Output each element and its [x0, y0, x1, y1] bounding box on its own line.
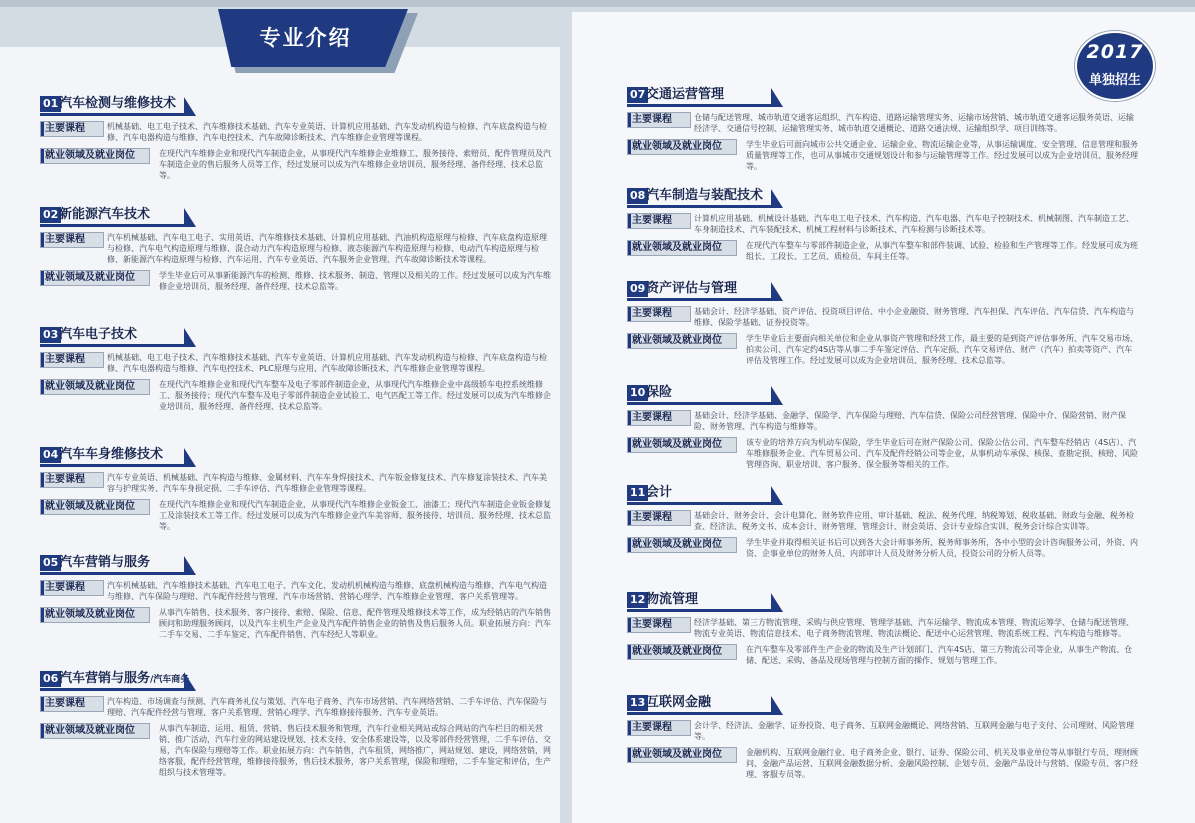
section-underline — [40, 344, 188, 347]
career-row — [40, 723, 552, 778]
career-tag: 就业领域及就业岗位 — [627, 139, 737, 155]
main-course-tag: 主要课程 — [627, 617, 691, 633]
section-12 — [627, 590, 1139, 666]
career-row — [627, 139, 1139, 172]
main-course-tag: 主要课程 — [40, 472, 104, 488]
section-07 — [627, 85, 1139, 172]
badge-year: 2017 — [1086, 41, 1144, 63]
section-number: 09 — [627, 281, 648, 297]
main-course-row — [40, 696, 552, 718]
section-header — [627, 590, 1139, 612]
badge-label: 单独招生 — [1088, 73, 1141, 88]
main-course-tag: 主要课程 — [627, 213, 691, 229]
section-09 — [627, 279, 1139, 366]
section-underline — [627, 205, 775, 208]
career-text: 该专业的培养方向为机动车保险，学生毕业后可在财产保险公司、保险公估公司、汽车整车经销店（4S店）、汽车维修服务企业、汽车贸易公司、汽车及配件经销公司等企业，从事机动车承保、核保、查勘定损、核赔、风险管理咨询、职业培训、客户服务、保全服务等相关的工作。 — [746, 438, 1138, 469]
section-08 — [627, 186, 1139, 262]
career-text: 从事汽车销售、技术服务、客户接待、索赔、保险、信息、配件管理及维修技术等工作，成为经销店的汽车销售顾问和助理服务顾问，以及汽车主机生产企业及汽车配件销售企业的销售及售后服务人员。职业拓展方向：汽车二手车交易、二手车鉴定、汽车配件销售、汽车经纪人等职业。 — [159, 608, 551, 639]
career-tag: 就业领域及就业岗位 — [40, 379, 150, 395]
main-course-row — [627, 617, 1139, 639]
section-06 — [40, 669, 552, 778]
main-course-tag: 主要课程 — [40, 121, 104, 137]
main-course-row — [627, 112, 1139, 134]
section-header — [40, 669, 552, 691]
career-tag: 就业领域及就业岗位 — [627, 240, 737, 256]
section-10 — [627, 383, 1139, 470]
main-course-text: 汽车机械基础、汽车维修技术基础、汽车电工电子、汽车文化、发动机机械构造与维修、底盘机械构造与维修、汽车电气构造与维修、汽车保险与理赔、汽车配件经营与管理、汽车市场营销、营销心理学、汽车维修企业管理、客户关系管理等。 — [107, 581, 547, 601]
main-course-row — [40, 121, 552, 143]
section-header — [627, 383, 1139, 405]
section-underline — [40, 113, 188, 116]
main-course-text: 基础会计、经济学基础、金融学、保险学、汽车保险与理赔、汽车信贷、保险公司经营管理、保险中介、保险营销、财产保险、财务管理、汽车构造与维修等。 — [694, 411, 1126, 431]
section-title-main: 汽车营销与服务 — [59, 671, 151, 686]
main-course-tag: 主要课程 — [627, 112, 691, 128]
section-title: 交通运营管理 — [646, 87, 725, 102]
section-title: 资产评估与管理 — [646, 281, 738, 296]
section-underline — [627, 298, 775, 301]
section-01 — [40, 94, 552, 181]
section-number: 01 — [40, 96, 61, 112]
career-row — [40, 148, 552, 181]
section-number: 07 — [627, 87, 648, 103]
section-title: 新能源汽车技术 — [59, 207, 151, 222]
career-row — [40, 379, 552, 412]
career-row — [627, 333, 1139, 366]
career-text: 学生毕业后主要面向相关单位和企业从事资产管理和经营工作，最主要的是到资产评估事务所、汽车交易市场、拍卖公司、汽车定约4S店等从事二手车鉴定评估、汽车定损、汽车交易评估、财产（汽车）拍卖等资产、汽车评估及管理工作。经过发展可以成为企业培训员、服务经理、技术总监等。 — [746, 334, 1138, 365]
career-row — [40, 499, 552, 532]
main-course-tag: 主要课程 — [627, 510, 691, 526]
career-text: 在现代汽车整车与零部件制造企业，从事汽车整车和部件装调、试验、检验和生产管理等工作。经发展可成为班组长、工段长、工艺员、质检员、车间主任等。 — [746, 241, 1138, 261]
career-text: 在现代汽车维修企业和现代汽车制造企业，从事现代汽车维修企业钣金工、油漆工；现代汽车制造企业钣金修复工及涂装技术工等工作。经过发展可以成为汽车维修企业汽车美容师、服务接待、培训员、服务经理、技术总监等。 — [159, 500, 551, 531]
career-tag: 就业领域及就业岗位 — [627, 747, 737, 763]
section-number: 11 — [627, 485, 648, 501]
section-number: 13 — [627, 695, 648, 711]
career-row — [627, 537, 1139, 559]
section-number: 06 — [40, 671, 61, 687]
section-underline — [40, 688, 188, 691]
section-title: 汽车电子技术 — [59, 327, 138, 342]
main-course-text: 仓储与配送管理、城市轨道交通客运组织、汽车构造、道路运输管理实务、运输市场营销、城市轨道交通客运服务英语、运输经济学、交通信号控制、运输管理实务、城市轨道交通概论、道路交通法规、运输组织学、项目训练等。 — [694, 113, 1134, 133]
section-05 — [40, 553, 552, 640]
career-tag: 就业领域及就业岗位 — [40, 723, 150, 739]
main-course-row — [40, 232, 552, 265]
career-text: 学生毕业并取得相关证书后可以到各大会计师事务所、税务师事务所，各中小型的会计咨询服务公司，外资、内资、企事业单位的财务人员、内部审计人员及财务分析人员，投资公司的分析人员等。 — [746, 538, 1138, 558]
career-text: 学生毕业后可面向城市公共交通企业、运输企业、物流运输企业等，从事运输调度、安全管理、信息管理和服务质量管理等工作，也可从事城市交通规划设计和参与运输管理等工作。经过发展可以成为企业培训员、服务经理等。 — [746, 140, 1138, 171]
section-title: 汽车营销与服务 — [59, 555, 151, 570]
section-header — [40, 553, 552, 575]
main-course-text: 计算机应用基础、机械设计基础、汽车电工电子技术、汽车构造、汽车电器、汽车电子控制技术、机械制图、汽车制造工艺、车身制造技术、汽车装配技术、机械工程材料与诊断技术、汽车检测与诊断技术等。 — [694, 214, 1134, 234]
section-header — [627, 279, 1139, 301]
section-03 — [40, 325, 552, 412]
section-number: 03 — [40, 327, 61, 343]
main-course-row — [627, 306, 1139, 328]
career-row — [627, 747, 1139, 780]
main-course-row — [627, 720, 1139, 742]
main-course-row — [40, 352, 552, 374]
section-title: 物流管理 — [646, 592, 699, 607]
main-course-text: 汽车专业英语、机械基础、汽车构造与维修、金属材料、汽车车身焊接技术、汽车钣金修复技术、汽车修复涂装技术、汽车美容与护理实务、汽车车身损定损、二手车评估、汽车维修企业管理等课程。 — [107, 473, 547, 493]
page-title: 专业介绍 — [259, 26, 352, 50]
main-course-text: 汽车构造、市场调查与预测、汽车商务礼仪与策划、汽车电子商务、汽车市场营销、汽车网络营销、二手车评估、汽车保险与理赔、汽车配件经营与管理、客户关系管理、营销心理学、汽车维修接待服务、汽车专业英语。 — [107, 697, 547, 717]
section-title: 汽车制造与装配技术 — [646, 188, 764, 203]
section-number: 08 — [627, 188, 648, 204]
section-04 — [40, 445, 552, 532]
career-text: 在现代汽车维修企业和现代汽车整车及电子零部件制造企业，从事现代汽车维修企业中高级轿车电控系统维修工、服务接待；现代汽车整车及电子零部件制造企业试验工、电气匹配工等工作。经过发展可以成为汽车维修企业培训员、服务经理、备件经理、技术总监等。 — [159, 380, 551, 411]
section-number: 12 — [627, 592, 648, 608]
section-header — [627, 85, 1139, 107]
main-course-text: 会计学、经济法、金融学、证券投资、电子商务、互联网金融概论、网络营销、互联网金融与电子支付、公司理财、风险管理等。 — [694, 721, 1134, 741]
career-text: 在汽车整车及零部件生产企业的物流及生产计划部门、汽车4S店、第三方物流公司等企业，从事生产物流、仓储、配送、采购、备品及现场管理与控制方面的操作、规划与管理工作。 — [746, 645, 1133, 665]
main-course-tag: 主要课程 — [627, 306, 691, 322]
section-underline — [40, 572, 188, 575]
section-title: 汽车检测与维修技术 — [59, 96, 177, 111]
section-number: 02 — [40, 207, 61, 223]
section-title: 汽车车身维修技术 — [59, 447, 164, 462]
career-row — [627, 240, 1139, 262]
career-tag: 就业领域及就业岗位 — [627, 537, 737, 553]
career-row — [627, 644, 1139, 666]
main-course-row — [40, 580, 552, 602]
career-tag: 就业领域及就业岗位 — [627, 437, 737, 453]
main-course-text: 基础会计、财务会计、会计电算化、财务软件应用、审计基础、税法、税务代理、纳税筹划、税收基础、财政与金融、税务检查、经济法、税务文书、成本会计、财务管理、管理会计、财会英语、会计专业综合实训、税务会计综合实训等。 — [694, 511, 1134, 531]
career-tag: 就业领域及就业岗位 — [40, 499, 150, 515]
career-row — [40, 270, 552, 292]
main-course-text: 汽车机械基础、汽车电工电子、实用英语、汽车维修技术基础、计算机应用基础、汽油机构造原理与检修、汽车底盘构造原理与检修、汽车电气构造原理与维修、混合动力汽车构造原理与检修、液态能源汽车构造原理与检修、电动汽车构造原理与检修、新能源汽车构造原理与检修、汽车运用、汽车专业英语、汽车服务企业管理、汽车故障诊断技术等课程。 — [107, 233, 547, 264]
main-course-row — [627, 410, 1139, 432]
section-title: 互联网金融 — [646, 695, 712, 710]
section-underline — [40, 224, 188, 227]
section-02 — [40, 205, 552, 292]
section-header — [627, 483, 1139, 505]
section-number: 04 — [40, 447, 61, 463]
career-tag: 就业领域及就业岗位 — [40, 270, 150, 286]
section-number: 10 — [627, 385, 648, 401]
section-underline — [627, 104, 775, 107]
top-strip — [0, 0, 1195, 7]
section-underline — [40, 464, 188, 467]
section-title — [59, 669, 189, 688]
main-course-text: 机械基础、电工电子技术、汽车维修技术基础、汽车专业英语、计算机应用基础、汽车发动机构造与检修、汽车底盘构造与检修、汽车电器构造与维修、汽车电控技术、PLC原理与应用、汽车故障诊断技术、汽车维修企业管理等课程。 — [107, 353, 547, 373]
main-course-row — [627, 213, 1139, 235]
section-header — [627, 186, 1139, 208]
career-text: 金融机构、互联网金融行业、电子商务企业、银行、证券、保险公司、机关及事业单位等从事银行专员、理财顾问、金融产品运营、互联网金融数据分析、金融风险控制、企划专员、金融产品设计与营销、保险专员、客户经理、客服专员等。 — [746, 748, 1138, 779]
section-underline — [627, 502, 775, 505]
main-course-text: 机械基础、电工电子技术、汽车维修技术基础、汽车专业英语、计算机应用基础、汽车发动机构造与检修、汽车底盘构造与检修、汽车电器构造与维修、汽车电控技术、汽车故障诊断技术、汽车维修企业管理等课程。 — [107, 122, 547, 142]
main-course-tag: 主要课程 — [40, 580, 104, 596]
career-text: 在现代汽车维修企业和现代汽车制造企业，从事现代汽车维修企业维修工、服务接待、索赔员、配件管理员及汽车制造企业的售后服务人员等工作，经过发展可以成为汽车维修企业培训员、服务经理、备件经理、技术总监等。 — [159, 149, 551, 180]
career-text: 学生毕业后可从事新能源汽车的检测、维修、技术服务、制造、管理以及相关的工作。经过发展可以成为汽车维修企业培训员、服务经理、备件经理、技术总监等。 — [159, 271, 551, 291]
section-13 — [627, 693, 1139, 780]
section-underline — [627, 609, 775, 612]
section-header — [40, 445, 552, 467]
career-tag: 就业领域及就业岗位 — [40, 148, 150, 164]
section-title-suffix: /汽车商务 — [150, 675, 190, 685]
career-row — [627, 437, 1139, 470]
career-tag: 就业领域及就业岗位 — [627, 333, 737, 349]
career-tag: 就业领域及就业岗位 — [40, 607, 150, 623]
career-row — [40, 607, 552, 640]
section-underline — [627, 712, 775, 715]
section-header — [40, 325, 552, 347]
main-course-tag: 主要课程 — [40, 352, 104, 368]
section-header — [40, 205, 552, 227]
main-course-text: 经济学基础、第三方物流管理、采购与供应管理、管理学基础、汽车运输学、物流成本管理、物流运筹学、仓储与配送管理、物流专业英语、物流信息技术、电子商务物流管理、物流法概论、配送中心运营管理、物流系统工程、汽车构造与维修等。 — [694, 618, 1134, 638]
section-underline — [627, 402, 775, 405]
main-course-text: 基础会计、经济学基础、资产评估、投资项目评估、中小企业融资、财务管理、汽车担保、汽车评估、汽车信贷、汽车构造与维修、保险学基础、证券投资等。 — [694, 307, 1134, 327]
career-text: 从事汽车制造、运用、租赁、营销、售后技术服务和管理，汽车行业相关网站或综合网站的汽车栏目的相关营销、推广活动，汽车行业的网站建设规划、技术支持、安全体系建设等，以及零部件经营管理，二手车评估、交易，汽车保险与理赔等工作。职业拓展方向：汽车销售，汽车租赁，网络推广，网站规划、建设，网络营销，网络客服，配件经营管理，维修接待服务，售后技术服务，客户关系管理，保险和理赔，二手车鉴定和评估，生产组织与技术管理等。 — [159, 724, 551, 777]
main-course-row — [627, 510, 1139, 532]
section-11 — [627, 483, 1139, 559]
career-tag: 就业领域及就业岗位 — [627, 644, 737, 660]
main-course-tag: 主要课程 — [40, 232, 104, 248]
section-header — [627, 693, 1139, 715]
main-course-tag: 主要课程 — [40, 696, 104, 712]
main-course-row — [40, 472, 552, 494]
section-header — [40, 94, 552, 116]
main-course-tag: 主要课程 — [627, 720, 691, 736]
main-course-tag: 主要课程 — [627, 410, 691, 426]
section-title: 保险 — [646, 385, 673, 400]
section-title: 会计 — [646, 485, 673, 500]
section-number: 05 — [40, 555, 61, 571]
